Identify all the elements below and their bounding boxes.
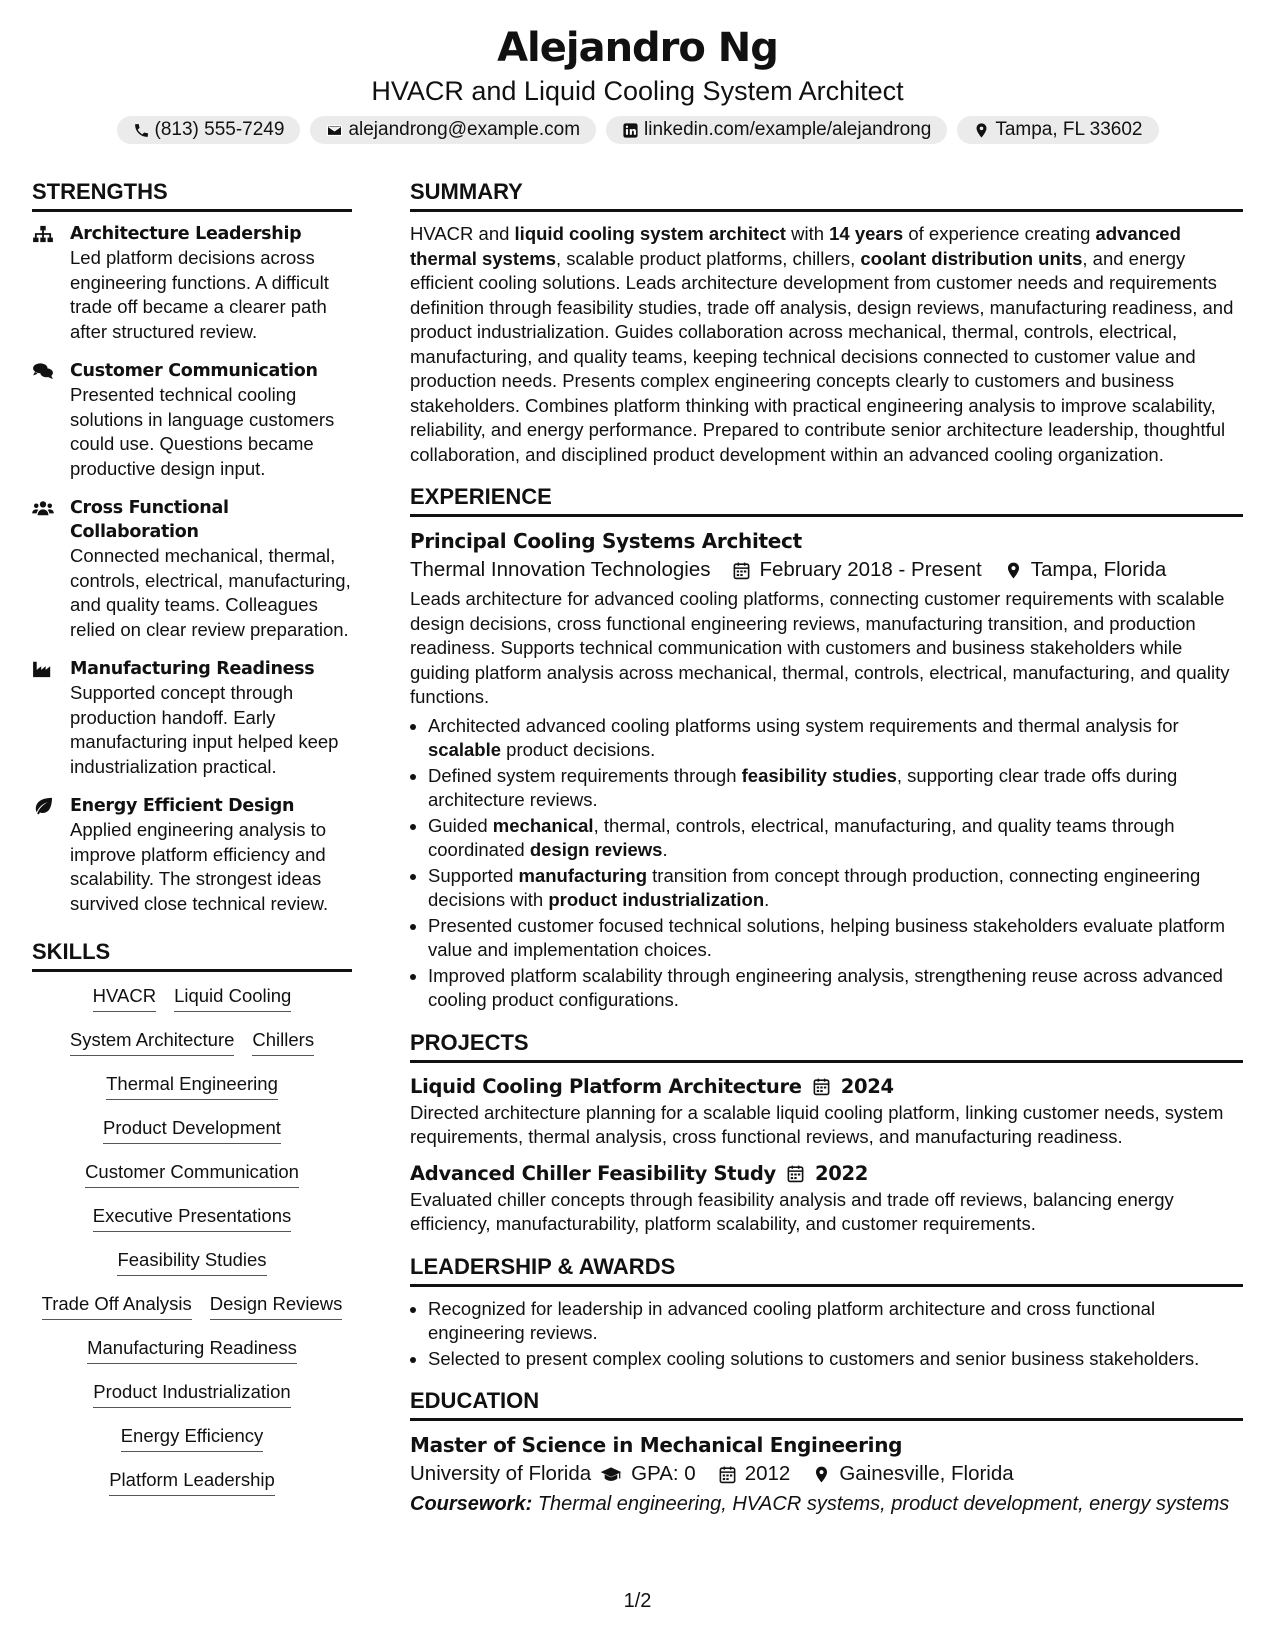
project-item [410,1073,1243,1150]
coursework [410,1489,1243,1519]
contact-location [957,116,1158,144]
skill-tag: Manufacturing Readiness [87,1334,297,1364]
strength-title: Customer Communication [70,361,318,381]
skill-tag: Liquid Cooling [174,982,291,1012]
skills-heading: SKILLS [32,938,352,972]
text-run: Architected advanced cooling platforms using system requirements and thermal analysis for [428,714,1179,736]
skill-tag: Product Development [103,1114,281,1144]
skill-tag: Thermal Engineering [106,1070,278,1100]
strength-item [32,657,352,779]
strength-item [32,222,352,344]
contact-location-text: Tampa, FL 33602 [995,119,1143,140]
contact-phone[interactable] [117,116,301,144]
projects-heading: PROJECTS [410,1029,1243,1063]
skill-tag: Energy Efficiency [121,1422,264,1452]
calendar-icon [732,561,751,580]
school-name: University of Florida [410,1462,592,1485]
project-item [410,1160,1243,1237]
skill-tag: HVACR [93,982,156,1012]
skill-tag: Executive Presentations [93,1202,291,1232]
page-number: 1/2 [623,1590,652,1612]
skill-row [32,1114,352,1144]
job-summary: Leads architecture for advanced cooling platforms, connecting customer requirements with scalable design decisions, cross functional engineering reviews, manufacturing transition, and production readiness. Supports technical communication with customers and business stakeholders while guiding platform analysis across mechanical, thermal, controls, electrical, manufacturing, and quality functions. [410,588,1230,707]
people-group-icon [32,496,58,642]
location-pin-icon [812,1465,831,1484]
leadership-item: • Selected to present complex cooling solutions to customers and senior business stakeholders. [428,1347,1243,1372]
strength-title: Cross Functional Collaboration [70,498,229,542]
project-year: 2024 [840,1074,894,1098]
text-run: Presented customer focused technical solutions, helping business stakeholders evaluate platform value and implementation choices. [428,914,1225,960]
bold-phrase: coolant distribution units [860,247,1083,269]
bold-phrase: liquid cooling system architect [514,223,786,244]
coursework-text: Thermal engineering, HVACR systems, product development, energy systems [537,1493,1230,1515]
text-run: . [662,839,668,860]
job-bullet [428,764,1243,813]
project-year: 2022 [814,1161,869,1185]
skill-row [32,1158,352,1188]
skills-list [32,982,352,1496]
text-run: . [764,889,770,910]
right-column [410,178,1243,1519]
bold-phrase: advanced thermal systems [410,223,1181,269]
graduation-year: 2012 [744,1462,791,1485]
text-run: with [785,223,830,244]
project-title: Liquid Cooling Platform Architecture [410,1074,802,1098]
text-run: Supported [428,864,519,886]
summary-text [410,222,1243,467]
calendar-icon [718,1465,737,1484]
contact-email[interactable] [310,116,596,144]
skill-row [32,1246,352,1276]
job-meta [410,555,1243,585]
skill-tag: Feasibility Studies [117,1246,266,1276]
skill-row [32,1378,352,1408]
leadership-heading: LEADERSHIP & AWARDS [410,1253,1243,1287]
experience-heading: EXPERIENCE [410,483,1243,517]
text-run: Guided [428,814,493,836]
skill-tag: Product Industrialization [93,1378,290,1408]
bold-phrase: design reviews [529,839,663,860]
linkedin-icon [622,122,639,139]
candidate-name: Alejandro Ng [497,25,778,71]
skill-tag: System Architecture [70,1026,235,1056]
left-column [32,178,352,1510]
graduation-cap-icon [599,1465,623,1484]
sitemap-icon [32,222,58,344]
resume-header [0,0,1275,144]
leadership-list [410,1297,1243,1372]
project-title: Advanced Chiller Feasibility Study [410,1161,776,1185]
job-bullet [428,914,1243,963]
job-bullet [428,814,1243,863]
skill-row [32,1466,352,1496]
strength-desc: Supported concept through production handoff. Early manufacturing input helped keep industrialization practical. [70,682,339,777]
bold-phrase: mechanical [492,814,594,836]
candidate-title: HVACR and Liquid Cooling System Architect [371,76,904,106]
degree-title: Master of Science in Mechanical Engineering [410,1433,903,1457]
education-meta [410,1459,1243,1489]
education-location: Gainesville, Florida [839,1462,1014,1485]
text-run: transition from concept through production, connecting engineering decisions with [428,864,1201,910]
company-name: Thermal Innovation Technologies [410,558,711,581]
contact-phone-text: (813) 555-7249 [154,119,285,140]
strength-title: Architecture Leadership [70,224,302,244]
skill-tag: Customer Communication [85,1158,299,1188]
coursework-label: Coursework: [410,1493,533,1515]
project-desc: Evaluated chiller concepts through feasibility analysis and trade off reviews, balancing energy efficiency, manufacturability, platform scalability, and customer requirements. [410,1188,1174,1234]
text-run: Improved platform scalability through engineering analysis, strengthening reuse across advanced cooling product configurations. [428,964,1223,1010]
job-bullets [410,714,1243,1013]
skill-tag: Design Reviews [210,1290,343,1320]
strength-desc: Applied engineering analysis to improve platform efficiency and scalability. The strongest ideas survived close technical review. [70,819,329,914]
skill-row [32,982,352,1012]
bold-phrase: product industrialization [548,889,765,910]
contact-bar [0,116,1275,144]
project-desc: Directed architecture planning for a scalable liquid cooling platform, linking customer needs, system requirements, thermal analysis, cross functional reviews, and manufacturing readiness. [410,1101,1224,1147]
text-run: , thermal, controls, electrical, manufacturing, and quality teams through coordinated [428,814,1175,860]
text-run: of experience creating [903,223,1096,244]
text-run: , and energy efficient cooling solutions. Leads architecture development from customer needs and requirements definition through feasibility studies, trade off analysis, design reviews, manufacturing readiness, and product industrialization. Guides collaboration across mechanical, thermal, controls, electrical, manufacturing, and quality teams, keeping technical decisions connected to customer value and production needs. Presents complex engineering concepts clearly to customers and business stakeholders. Combines platform thinking with practical engineering analysis to improve scalability, reliability, and energy performance. Prepared to contribute senior architecture leadership, thoughtful collaboration, and disciplined product development within an advanced cooling organization. [410,247,1234,465]
bold-phrase: scalable [428,739,502,760]
bold-phrase: 14 years [829,223,904,244]
location-pin-icon [1004,561,1023,580]
strength-title: Manufacturing Readiness [70,659,315,679]
envelope-icon [326,122,343,139]
calendar-icon [786,1164,805,1183]
text-run: product decisions. [501,739,656,760]
bold-phrase: manufacturing [518,864,647,886]
strength-item [32,496,352,642]
skill-tag: Trade Off Analysis [42,1290,192,1320]
text-run: HVACR and [410,223,515,244]
chat-bubbles-icon [32,359,58,481]
job-bullet [428,964,1243,1013]
leaf-icon [32,794,58,916]
factory-icon [32,657,58,779]
job-bullet [428,864,1243,913]
strength-desc: Led platform decisions across engineering functions. A difficult trade off became a clearer path after structured review. [70,247,329,342]
job-bullet [428,714,1243,763]
skill-tag: Platform Leadership [109,1466,275,1496]
contact-linkedin[interactable] [606,116,947,144]
bold-phrase: feasibility studies [741,764,897,786]
skill-row [32,1070,352,1100]
strength-desc: Connected mechanical, thermal, controls, electrical, manufacturing, and quality teams. Colleagues relied on clear review preparation. [70,545,351,640]
location-pin-icon [973,122,990,139]
skill-row [32,1202,352,1232]
job-location: Tampa, Florida [1030,558,1167,581]
job-dates: February 2018 - Present [759,558,982,581]
text-run: Defined system requirements through [428,764,742,786]
text-run: , supporting clear trade offs during architecture reviews. [428,764,1178,810]
gpa: GPA: 0 [631,1462,696,1485]
education-heading: EDUCATION [410,1387,1243,1421]
skill-row [32,1290,352,1320]
leadership-item: • Recognized for leadership in advanced cooling platform architecture and cross functional engineering reviews. [428,1297,1243,1346]
skill-row [32,1334,352,1364]
skill-row [32,1026,352,1056]
contact-linkedin-text: linkedin.com/example/alejandrong [644,119,932,140]
strength-item [32,359,352,481]
skill-row [32,1422,352,1452]
strengths-heading: STRENGTHS [32,178,352,212]
job-title: Principal Cooling Systems Architect [410,529,802,553]
strength-item [32,794,352,916]
strength-title: Energy Efficient Design [70,796,295,816]
calendar-icon [812,1077,831,1096]
skill-tag: Chillers [252,1026,314,1056]
text-run: , scalable product platforms, chillers, [556,247,861,269]
summary-heading: SUMMARY [410,178,1243,212]
contact-email-text: alejandrong@example.com [348,119,581,140]
strength-desc: Presented technical cooling solutions in language customers could use. Questions became productive design input. [70,384,335,479]
phone-icon [133,122,150,139]
